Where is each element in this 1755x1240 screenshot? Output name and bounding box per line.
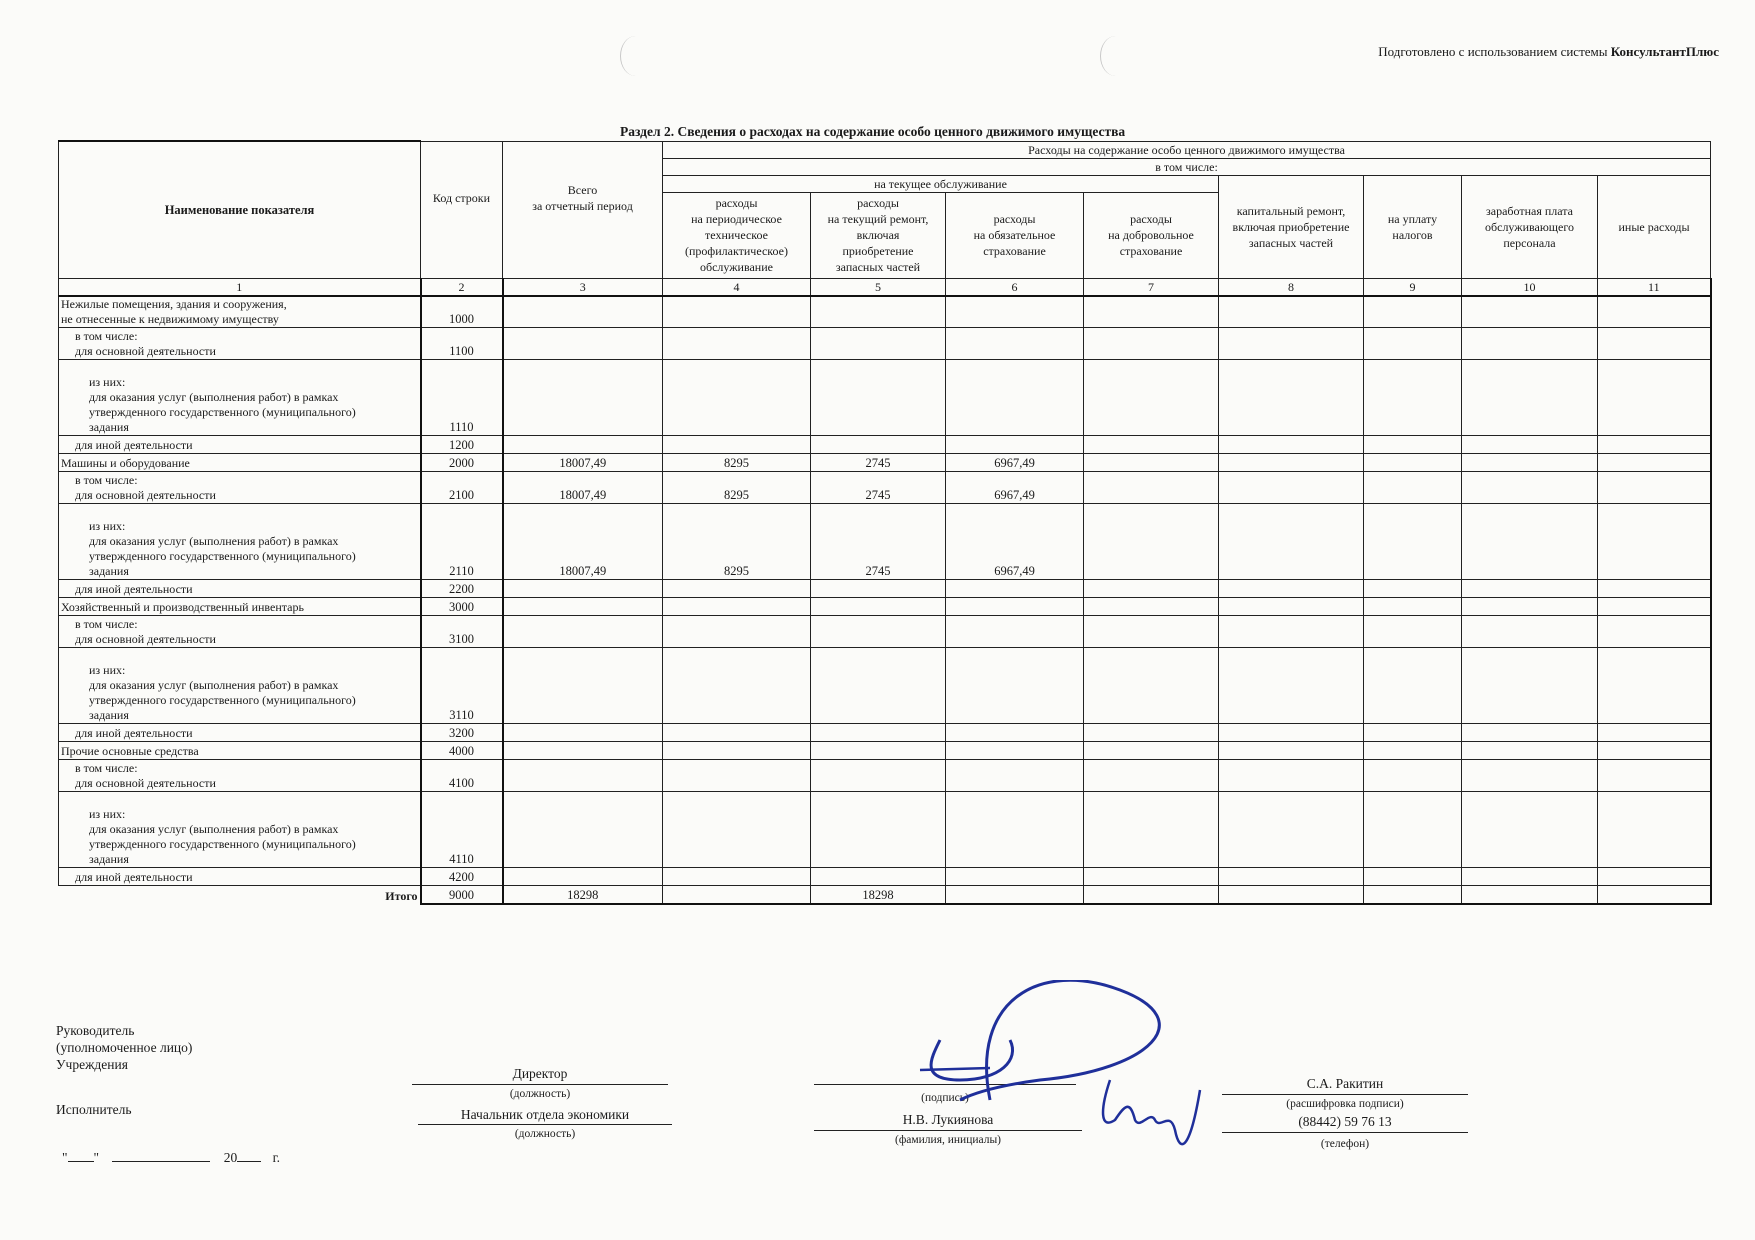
- row-value-col-11: [1598, 296, 1711, 328]
- head-position-line: [412, 1084, 668, 1085]
- prepared-note: [1378, 44, 1719, 60]
- row-value-col-9: [1364, 724, 1462, 742]
- column-number-9: 9: [1364, 278, 1462, 296]
- row-value-col-11: [1598, 454, 1711, 472]
- row-value-col-7: [1084, 360, 1219, 436]
- row-value-col-3: [503, 436, 663, 454]
- row-value-col-9: [1364, 742, 1462, 760]
- head-label: Руководитель (уполномоченное лицо) Учреждения: [56, 1023, 193, 1072]
- row-value-col-4: 8295: [663, 472, 811, 504]
- row-value-col-8: [1219, 792, 1364, 868]
- row-value-col-11: [1598, 792, 1711, 868]
- total-value-col-11: [1598, 886, 1711, 904]
- table-row: [59, 296, 1711, 328]
- row-value-col-6: [946, 580, 1084, 598]
- row-code: 4000: [421, 742, 503, 760]
- row-label: для иной деятельности: [59, 724, 421, 742]
- row-label: Прочие основные средства: [59, 742, 421, 760]
- column-number-2: 2: [421, 278, 503, 296]
- row-value-col-5: 2745: [811, 472, 946, 504]
- prepared-prefix: Подготовлено с использованием системы: [1378, 44, 1611, 59]
- row-value-col-4: [663, 580, 811, 598]
- row-value-col-10: [1462, 616, 1598, 648]
- row-value-col-9: [1364, 504, 1462, 580]
- row-value-col-10: [1462, 504, 1598, 580]
- row-value-col-8: [1219, 504, 1364, 580]
- row-value-col-4: 8295: [663, 454, 811, 472]
- row-value-col-9: [1364, 580, 1462, 598]
- table-row: [59, 648, 1711, 724]
- row-value-col-5: 2745: [811, 454, 946, 472]
- column-number-8: 8: [1219, 278, 1364, 296]
- row-code: 2100: [421, 472, 503, 504]
- row-value-col-7: [1084, 328, 1219, 360]
- row-value-col-4: [663, 328, 811, 360]
- header-c5: расходы на текущий ремонт, включая приобретение запасных частей: [811, 192, 946, 278]
- row-code: 3110: [421, 648, 503, 724]
- row-value-col-3: 18007,49: [503, 504, 663, 580]
- table-row: [59, 598, 1711, 616]
- row-value-col-3: 18007,49: [503, 472, 663, 504]
- date-quote-close: ": [93, 1150, 100, 1165]
- section-title: Раздел 2. Сведения о расходах на содержание особо ценного движимого имущества: [620, 124, 1126, 139]
- row-value-col-7: [1084, 792, 1219, 868]
- row-value-col-3: [503, 616, 663, 648]
- column-number-4: 4: [663, 278, 811, 296]
- row-value-col-11: [1598, 436, 1711, 454]
- punch-hole-left: [620, 36, 651, 76]
- row-value-col-7: [1084, 598, 1219, 616]
- row-value-col-8: [1219, 868, 1364, 886]
- row-value-col-7: [1084, 760, 1219, 792]
- row-value-col-9: [1364, 792, 1462, 868]
- header-total: Всего за отчетный период: [503, 141, 663, 278]
- row-value-col-3: [503, 648, 663, 724]
- executor-name: Н.В. Лукиянова: [902, 1112, 994, 1127]
- total-value-col-4: [663, 886, 811, 904]
- table-row: [59, 868, 1711, 886]
- total-value-col-3: 18298: [503, 886, 663, 904]
- row-value-col-6: [946, 328, 1084, 360]
- table-row: [59, 472, 1711, 504]
- row-value-col-5: [811, 616, 946, 648]
- executor-label: Исполнитель: [56, 1102, 132, 1117]
- row-value-col-10: [1462, 296, 1598, 328]
- head-signature-caption: (подпись): [921, 1092, 969, 1104]
- table-row: [59, 616, 1711, 648]
- row-value-col-4: 8295: [663, 504, 811, 580]
- row-value-col-8: [1219, 472, 1364, 504]
- row-value-col-4: [663, 742, 811, 760]
- date-suffix: г.: [272, 1150, 281, 1165]
- row-value-col-10: [1462, 724, 1598, 742]
- row-value-col-5: [811, 760, 946, 792]
- head-name: С.А. Ракитин: [1306, 1076, 1384, 1091]
- row-value-col-7: [1084, 504, 1219, 580]
- row-code: 3200: [421, 724, 503, 742]
- row-value-col-8: [1219, 724, 1364, 742]
- row-code: 1100: [421, 328, 503, 360]
- row-value-col-11: [1598, 328, 1711, 360]
- table-row: [59, 436, 1711, 454]
- row-code: 2000: [421, 454, 503, 472]
- row-value-col-11: [1598, 760, 1711, 792]
- column-number-10: 10: [1462, 278, 1598, 296]
- table-row: [59, 760, 1711, 792]
- total-value-col-7: [1084, 886, 1219, 904]
- row-value-col-9: [1364, 296, 1462, 328]
- row-value-col-8: [1219, 580, 1364, 598]
- row-label: Хозяйственный и производственный инвентарь: [59, 598, 421, 616]
- header-c8: капитальный ремонт, включая приобретение запасных частей: [1219, 175, 1364, 278]
- row-value-col-11: [1598, 472, 1711, 504]
- row-value-col-5: [811, 598, 946, 616]
- row-value-col-7: [1084, 472, 1219, 504]
- head-position: Директор: [512, 1066, 568, 1081]
- head-name-caption: (расшифровка подписи): [1286, 1098, 1404, 1110]
- row-value-col-8: [1219, 742, 1364, 760]
- row-value-col-7: [1084, 616, 1219, 648]
- executor-position-line: [418, 1124, 672, 1125]
- row-value-col-8: [1219, 454, 1364, 472]
- row-value-col-10: [1462, 760, 1598, 792]
- executor-phone: (88442) 59 76 13: [1298, 1114, 1392, 1129]
- row-value-col-3: [503, 598, 663, 616]
- row-code: 4200: [421, 868, 503, 886]
- row-value-col-9: [1364, 598, 1462, 616]
- row-value-col-8: [1219, 616, 1364, 648]
- row-value-col-11: [1598, 742, 1711, 760]
- row-value-col-10: [1462, 360, 1598, 436]
- table-row: [59, 742, 1711, 760]
- row-value-col-4: [663, 436, 811, 454]
- row-value-col-11: [1598, 616, 1711, 648]
- row-value-col-6: [946, 648, 1084, 724]
- row-value-col-7: [1084, 580, 1219, 598]
- row-value-col-11: [1598, 868, 1711, 886]
- row-value-col-8: [1219, 436, 1364, 454]
- row-value-col-5: [811, 792, 946, 868]
- row-label: в том числе: для основной деятельности: [59, 472, 421, 504]
- executor-position: Начальник отдела экономики: [460, 1107, 630, 1122]
- table-body: [59, 296, 1711, 904]
- row-label: Нежилые помещения, здания и сооружения, не отнесенные к недвижимому имуществу: [59, 296, 421, 328]
- row-value-col-7: [1084, 868, 1219, 886]
- table-row: [59, 580, 1711, 598]
- row-label: из них: для оказания услуг (выполнения работ) в рамках утвержденного государственного (муниципального) задания: [59, 792, 421, 868]
- row-value-col-11: [1598, 648, 1711, 724]
- row-value-col-10: [1462, 742, 1598, 760]
- header-current: на текущее обслуживание: [663, 175, 1219, 192]
- row-value-col-4: [663, 598, 811, 616]
- table-row: [59, 360, 1711, 436]
- executor-phone-caption: (телефон): [1320, 1138, 1370, 1150]
- row-value-col-5: [811, 328, 946, 360]
- row-code: 3100: [421, 616, 503, 648]
- total-value-col-9: [1364, 886, 1462, 904]
- row-value-col-11: [1598, 598, 1711, 616]
- row-value-col-6: [946, 742, 1084, 760]
- row-value-col-6: [946, 598, 1084, 616]
- column-number-3: 3: [503, 278, 663, 296]
- row-label: в том числе: для основной деятельности: [59, 616, 421, 648]
- row-value-col-3: [503, 868, 663, 886]
- total-value-col-5: 18298: [811, 886, 946, 904]
- row-value-col-9: [1364, 360, 1462, 436]
- row-value-col-10: [1462, 598, 1598, 616]
- row-value-col-3: [503, 760, 663, 792]
- row-value-col-3: [503, 328, 663, 360]
- date-year: 20: [223, 1150, 238, 1165]
- row-value-col-4: [663, 296, 811, 328]
- row-value-col-5: [811, 724, 946, 742]
- total-label: Итого: [385, 888, 418, 903]
- column-number-5: 5: [811, 278, 946, 296]
- row-value-col-7: [1084, 724, 1219, 742]
- row-label: в том числе: для основной деятельности: [59, 328, 421, 360]
- row-label: для иной деятельности: [59, 580, 421, 598]
- row-value-col-8: [1219, 598, 1364, 616]
- column-number-1: 1: [59, 278, 421, 296]
- row-value-col-6: [946, 436, 1084, 454]
- row-value-col-7: [1084, 454, 1219, 472]
- column-number-6: 6: [946, 278, 1084, 296]
- row-value-col-8: [1219, 296, 1364, 328]
- row-value-col-9: [1364, 648, 1462, 724]
- row-value-col-5: [811, 580, 946, 598]
- total-value-col-6: [946, 886, 1084, 904]
- column-number-11: 11: [1598, 278, 1711, 296]
- total-value-col-10: [1462, 886, 1598, 904]
- row-value-col-11: [1598, 580, 1711, 598]
- table-row: [59, 328, 1711, 360]
- row-value-col-10: [1462, 648, 1598, 724]
- row-value-col-11: [1598, 504, 1711, 580]
- prepared-brand: КонсультантПлюс: [1610, 44, 1719, 59]
- row-value-col-9: [1364, 328, 1462, 360]
- row-value-col-3: [503, 742, 663, 760]
- row-value-col-10: [1462, 454, 1598, 472]
- row-code: 3000: [421, 598, 503, 616]
- row-value-col-10: [1462, 868, 1598, 886]
- header-c10: заработная плата обслуживающего персонала: [1462, 175, 1598, 278]
- row-label: из них: для оказания услуг (выполнения работ) в рамках утвержденного государственного (муниципального) задания: [59, 648, 421, 724]
- row-value-col-4: [663, 360, 811, 436]
- row-value-col-5: 2745: [811, 504, 946, 580]
- row-value-col-8: [1219, 360, 1364, 436]
- header-c7: расходы на добровольное страхование: [1084, 192, 1219, 278]
- row-value-col-9: [1364, 760, 1462, 792]
- row-value-col-9: [1364, 436, 1462, 454]
- row-value-col-6: [946, 792, 1084, 868]
- row-value-col-9: [1364, 454, 1462, 472]
- row-label: из них: для оказания услуг (выполнения работ) в рамках утвержденного государственного (муниципального) задания: [59, 504, 421, 580]
- total-value-col-8: [1219, 886, 1364, 904]
- expenses-table: [58, 140, 1712, 905]
- header-c4: расходы на периодическое техническое (профилактическое) обслуживание: [663, 192, 811, 278]
- punch-hole-right: [1100, 36, 1131, 76]
- row-value-col-4: [663, 648, 811, 724]
- row-value-col-10: [1462, 580, 1598, 598]
- row-value-col-3: [503, 360, 663, 436]
- row-code: 1200: [421, 436, 503, 454]
- row-value-col-8: [1219, 760, 1364, 792]
- row-value-col-4: [663, 760, 811, 792]
- row-code: 2110: [421, 504, 503, 580]
- row-value-col-5: [811, 868, 946, 886]
- total-row: [59, 886, 1711, 904]
- executor-position-caption: (должность): [514, 1128, 576, 1140]
- row-value-col-6: 6967,49: [946, 504, 1084, 580]
- row-value-col-4: [663, 868, 811, 886]
- total-code: 9000: [421, 886, 503, 904]
- row-value-col-6: [946, 760, 1084, 792]
- row-code: 1110: [421, 360, 503, 436]
- row-code: 4100: [421, 760, 503, 792]
- row-value-col-5: [811, 742, 946, 760]
- table-row: [59, 454, 1711, 472]
- row-value-col-8: [1219, 648, 1364, 724]
- row-value-col-3: 18007,49: [503, 454, 663, 472]
- row-value-col-5: [811, 436, 946, 454]
- row-value-col-6: [946, 724, 1084, 742]
- row-label: для иной деятельности: [59, 436, 421, 454]
- row-value-col-4: [663, 792, 811, 868]
- row-code: 4110: [421, 792, 503, 868]
- date-quote-open: ": [62, 1150, 68, 1165]
- row-value-col-5: [811, 296, 946, 328]
- row-value-col-11: [1598, 724, 1711, 742]
- row-value-col-4: [663, 616, 811, 648]
- row-value-col-5: [811, 648, 946, 724]
- row-value-col-6: [946, 360, 1084, 436]
- header-name: Наименование показателя: [59, 141, 421, 278]
- row-value-col-6: 6967,49: [946, 454, 1084, 472]
- row-value-col-10: [1462, 328, 1598, 360]
- row-value-col-7: [1084, 296, 1219, 328]
- row-code: 2200: [421, 580, 503, 598]
- header-incl: в том числе:: [663, 158, 1711, 175]
- handwritten-signature: [900, 980, 1300, 1180]
- row-value-col-10: [1462, 472, 1598, 504]
- row-value-col-3: [503, 724, 663, 742]
- date-line: [62, 1150, 280, 1166]
- table-row: [59, 504, 1711, 580]
- row-value-col-4: [663, 724, 811, 742]
- row-code: 1000: [421, 296, 503, 328]
- row-value-col-9: [1364, 868, 1462, 886]
- column-number-7: 7: [1084, 278, 1219, 296]
- header-c6: расходы на обязательное страхование: [946, 192, 1084, 278]
- row-value-col-10: [1462, 792, 1598, 868]
- row-value-col-11: [1598, 360, 1711, 436]
- header-code: Код строки: [421, 141, 503, 278]
- row-value-col-7: [1084, 648, 1219, 724]
- header-group: Расходы на содержание особо ценного движимого имущества: [663, 141, 1711, 158]
- row-label: для иной деятельности: [59, 868, 421, 886]
- row-value-col-9: [1364, 616, 1462, 648]
- row-value-col-3: [503, 580, 663, 598]
- table-row: [59, 724, 1711, 742]
- row-label: из них: для оказания услуг (выполнения работ) в рамках утвержденного государственного (муниципального) задания: [59, 360, 421, 436]
- head-position-caption: (должность): [509, 1088, 571, 1100]
- row-value-col-3: [503, 296, 663, 328]
- table-row: [59, 792, 1711, 868]
- row-value-col-9: [1364, 472, 1462, 504]
- row-value-col-6: [946, 296, 1084, 328]
- row-value-col-5: [811, 360, 946, 436]
- header-c9: на уплату налогов: [1364, 175, 1462, 278]
- header-c11: иные расходы: [1598, 175, 1711, 278]
- row-value-col-8: [1219, 328, 1364, 360]
- row-label: в том числе: для основной деятельности: [59, 760, 421, 792]
- row-value-col-6: 6967,49: [946, 472, 1084, 504]
- executor-name-caption: (фамилия, инициалы): [894, 1134, 1002, 1146]
- row-value-col-7: [1084, 742, 1219, 760]
- row-label: Машины и оборудование: [59, 454, 421, 472]
- column-numbers-row: [59, 278, 1711, 296]
- row-value-col-10: [1462, 436, 1598, 454]
- row-value-col-3: [503, 792, 663, 868]
- row-value-col-6: [946, 868, 1084, 886]
- row-value-col-6: [946, 616, 1084, 648]
- row-value-col-7: [1084, 436, 1219, 454]
